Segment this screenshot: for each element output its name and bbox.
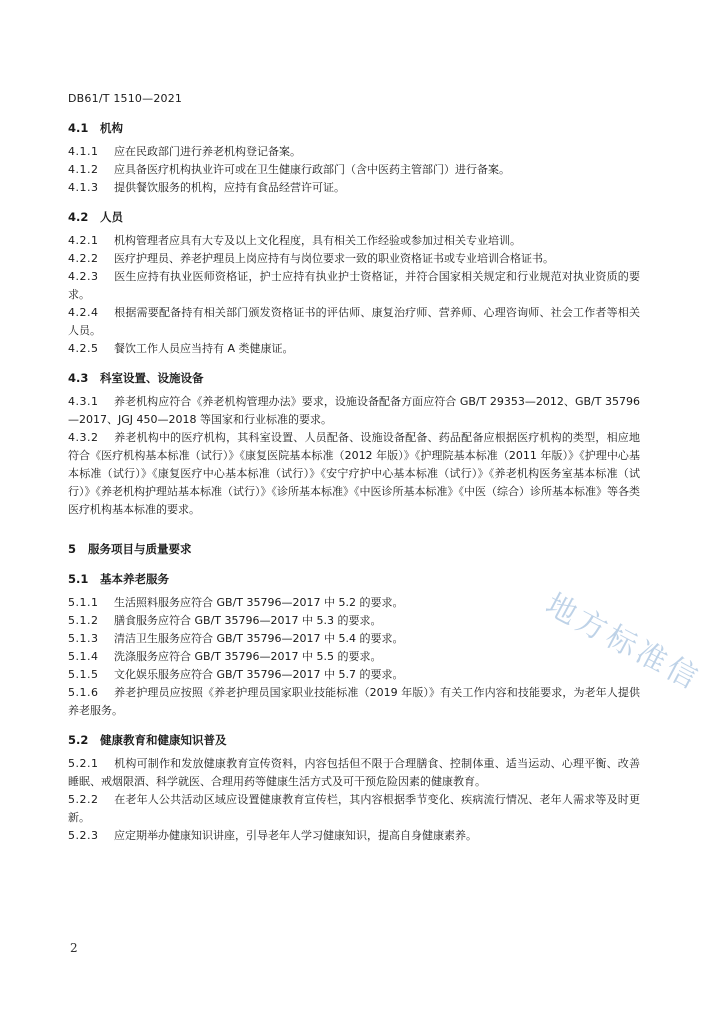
clause: 4.3.2 养老机构中的医疗机构，其科室设置、人员配备、设施设备配备、药品配备应根据医疗机构的类型，相应地符合《医疗机构基本标准（试行）》《康复医院基本标准（2012 年版）》《护理院基本标准（2011 年版）》《护理中心基本标准（试行）》《康复医疗中心基本标准（试行）》《安宁疗护中心基本标准（试行）》《养老机构医务室基本标准（试行）》《养老机构护理站基本标准（试行）》《诊所基本标准》《中医诊所基本标准》《中医（综合）诊所基本标准》等各类医疗机构基本标准的要求。 [68, 431, 640, 516]
clause: 5.2.2 在老年人公共活动区域应设置健康教育宣传栏，其内容根据季节变化、疾病流行情况、老年人需求等及时更新。 [68, 793, 640, 824]
clause: 4.2.2 医疗护理员、养老护理员上岗应持有与岗位要求一致的职业资格证书或专业培训合格证书。 [68, 252, 554, 265]
clause: 5.2.1 机构可制作和发放健康教育宣传资料，内容包括但不限于合理膳食、控制体重、适当运动、心理平衡、改善睡眠、戒烟限酒、科学就医、合理用药等健康生活方式及可干预危险因素的健康教育。 [68, 757, 640, 788]
clause: 4.2.3 医生应持有执业医师资格证，护士应持有执业护士资格证，并符合国家相关规定和行业规范对执业资质的要求。 [68, 270, 640, 301]
clause: 5.1.1 生活照料服务应符合 GB/T 35796—2017 中 5.2 的要求。 [68, 596, 404, 609]
document-body [68, 118, 640, 845]
watermark: 地方标准信 [539, 587, 707, 698]
clause: 5.1.2 膳食服务应符合 GB/T 35796—2017 中 5.3 的要求。 [68, 614, 382, 627]
standard-code: DB61/T 1510—2021 [68, 92, 183, 105]
clause: 5.1.4 洗涤服务应符合 GB/T 35796—2017 中 5.5 的要求。 [68, 650, 382, 663]
clause: 5.1.5 文化娱乐服务应符合 GB/T 35796—2017 中 5.7 的要求。 [68, 668, 404, 681]
clause: 5.2.3 应定期举办健康知识讲座，引导老年人学习健康知识，提高自身健康素养。 [68, 829, 477, 842]
clause: 4.2.5 餐饮工作人员应当持有 A 类健康证。 [68, 342, 294, 355]
clause: 4.2.4 根据需要配备持有相关部门颁发资格证书的评估师、康复治疗师、营养师、心理咨询师、社会工作者等相关人员。 [68, 306, 640, 337]
section-heading: 5.2 健康教育和健康知识普及 [68, 733, 227, 747]
section-heading: 4.3 科室设置、设施设备 [68, 371, 204, 385]
clause: 4.1.1 应在民政部门进行养老机构登记备案。 [68, 145, 301, 158]
section-heading: 5.1 基本养老服务 [68, 572, 169, 586]
clause: 5.1.3 清洁卫生服务应符合 GB/T 35796—2017 中 5.4 的要求。 [68, 632, 404, 645]
clause: 4.1.2 应具备医疗机构执业许可或在卫生健康行政部门（含中医药主管部门）进行备案。 [68, 163, 510, 176]
clause: 4.3.1 养老机构应符合《养老机构管理办法》要求，设施设备配备方面应符合 GB/T 29353—2012、GB/T 35796—2017、JGJ 450—2018 等国家和行业标准的要求。 [68, 395, 640, 426]
clause: 4.2.1 机构管理者应具有大专及以上文化程度，具有相关工作经验或参加过相关专业培训。 [68, 234, 521, 247]
clause: 5.1.6 养老护理员应按照《养老护理员国家职业技能标准（2019 年版）》有关工作内容和技能要求，为老年人提供养老服务。 [68, 686, 640, 717]
chapter-heading: 5 服务项目与质量要求 [68, 542, 192, 556]
page-number: 2 [70, 941, 78, 955]
clause: 4.1.3 提供餐饮服务的机构，应持有食品经营许可证。 [68, 181, 345, 194]
section-heading: 4.1 机构 [68, 121, 123, 135]
section-heading: 4.2 人员 [68, 210, 123, 224]
